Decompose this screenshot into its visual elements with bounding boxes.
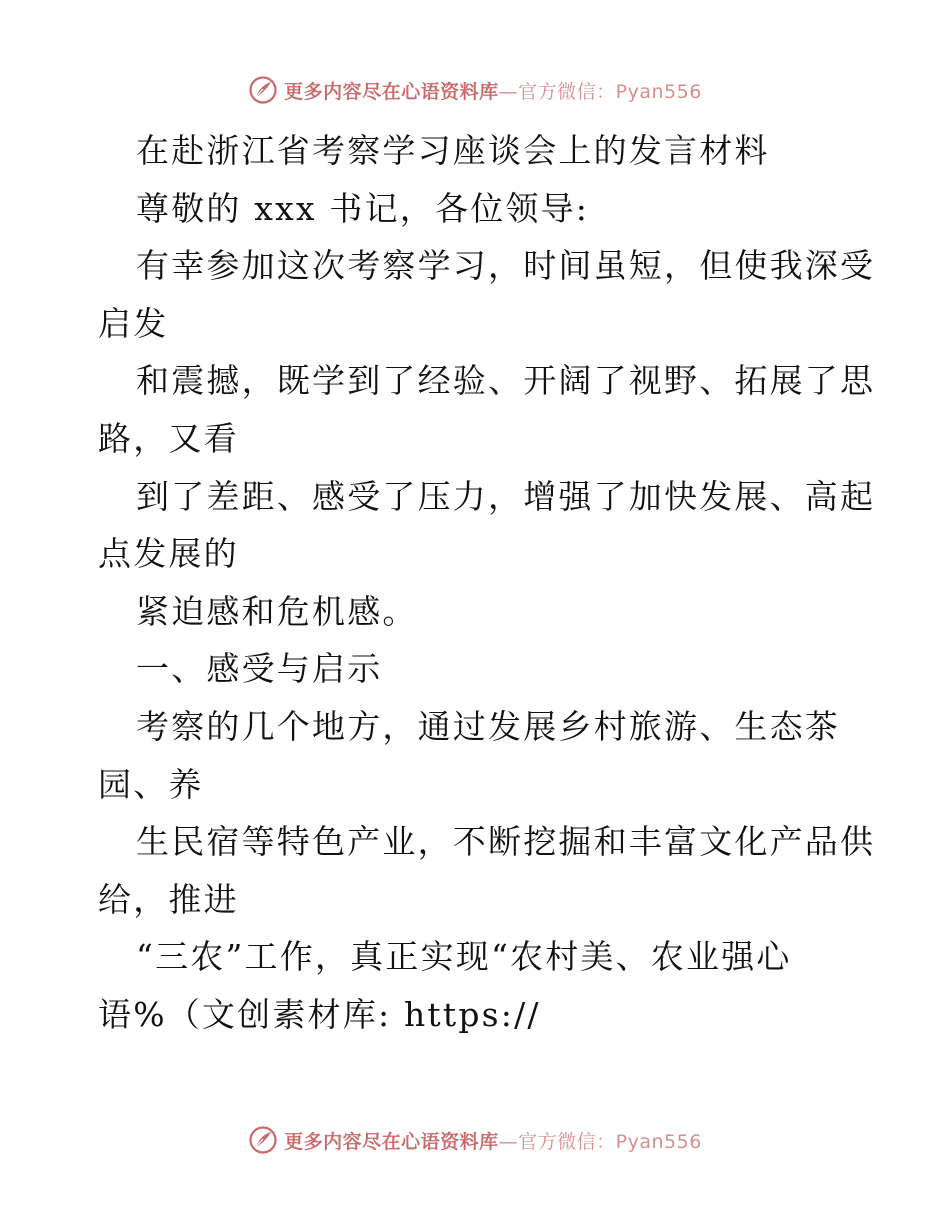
paragraph-line: 有幸参加这次考察学习，时间虽短，但使我深受	[136, 246, 876, 286]
watermark-wechat: 官方微信：Pyan556	[518, 1130, 702, 1153]
paragraph-line: 紧迫感和危机感。	[136, 591, 418, 631]
watermark-separator: —	[498, 1130, 519, 1153]
paragraph-line: 点发展的	[98, 534, 239, 574]
watermark-brand: 更多内容尽在心语资料库	[284, 80, 499, 103]
footer-watermark-banner	[0, 1120, 950, 1160]
paragraph-line: “三农”工作，真正实现“农村美、农业强心	[136, 937, 792, 977]
feather-pen-circle-icon	[248, 75, 278, 105]
section-heading: 一、感受与启示	[136, 649, 383, 689]
salutation: 尊敬的 xxx 书记，各位领导:	[136, 188, 590, 228]
document-title: 在赴浙江省考察学习座谈会上的发言材料	[136, 131, 770, 170]
paragraph-line: 给，推进	[98, 879, 239, 919]
paragraph-line: 语%（文创素材库: https://	[98, 994, 541, 1034]
watermark-brand: 更多内容尽在心语资料库	[284, 1130, 499, 1153]
paragraph-line: 和震撼，既学到了经验、开阔了视野、拓展了思	[136, 361, 876, 401]
paragraph-line: 园、养	[98, 764, 204, 804]
feather-pen-circle-icon	[248, 1125, 278, 1155]
watermark-text	[284, 77, 702, 104]
paragraph-line: 考察的几个地方，通过发展乡村旅游、生态茶	[136, 706, 840, 746]
watermark-text	[284, 1127, 702, 1154]
paragraph-line: 到了差距、感受了压力，增强了加快发展、高起	[136, 476, 876, 516]
header-watermark-banner	[0, 70, 950, 110]
watermark-wechat: 官方微信：Pyan556	[518, 80, 702, 103]
paragraph-line: 路，又看	[98, 418, 239, 458]
paragraph-line: 启发	[98, 303, 169, 343]
paragraph-line: 生民宿等特色产业，不断挖掘和丰富文化产品供	[136, 822, 876, 862]
document-body	[98, 122, 876, 1044]
watermark-separator: —	[498, 80, 519, 103]
